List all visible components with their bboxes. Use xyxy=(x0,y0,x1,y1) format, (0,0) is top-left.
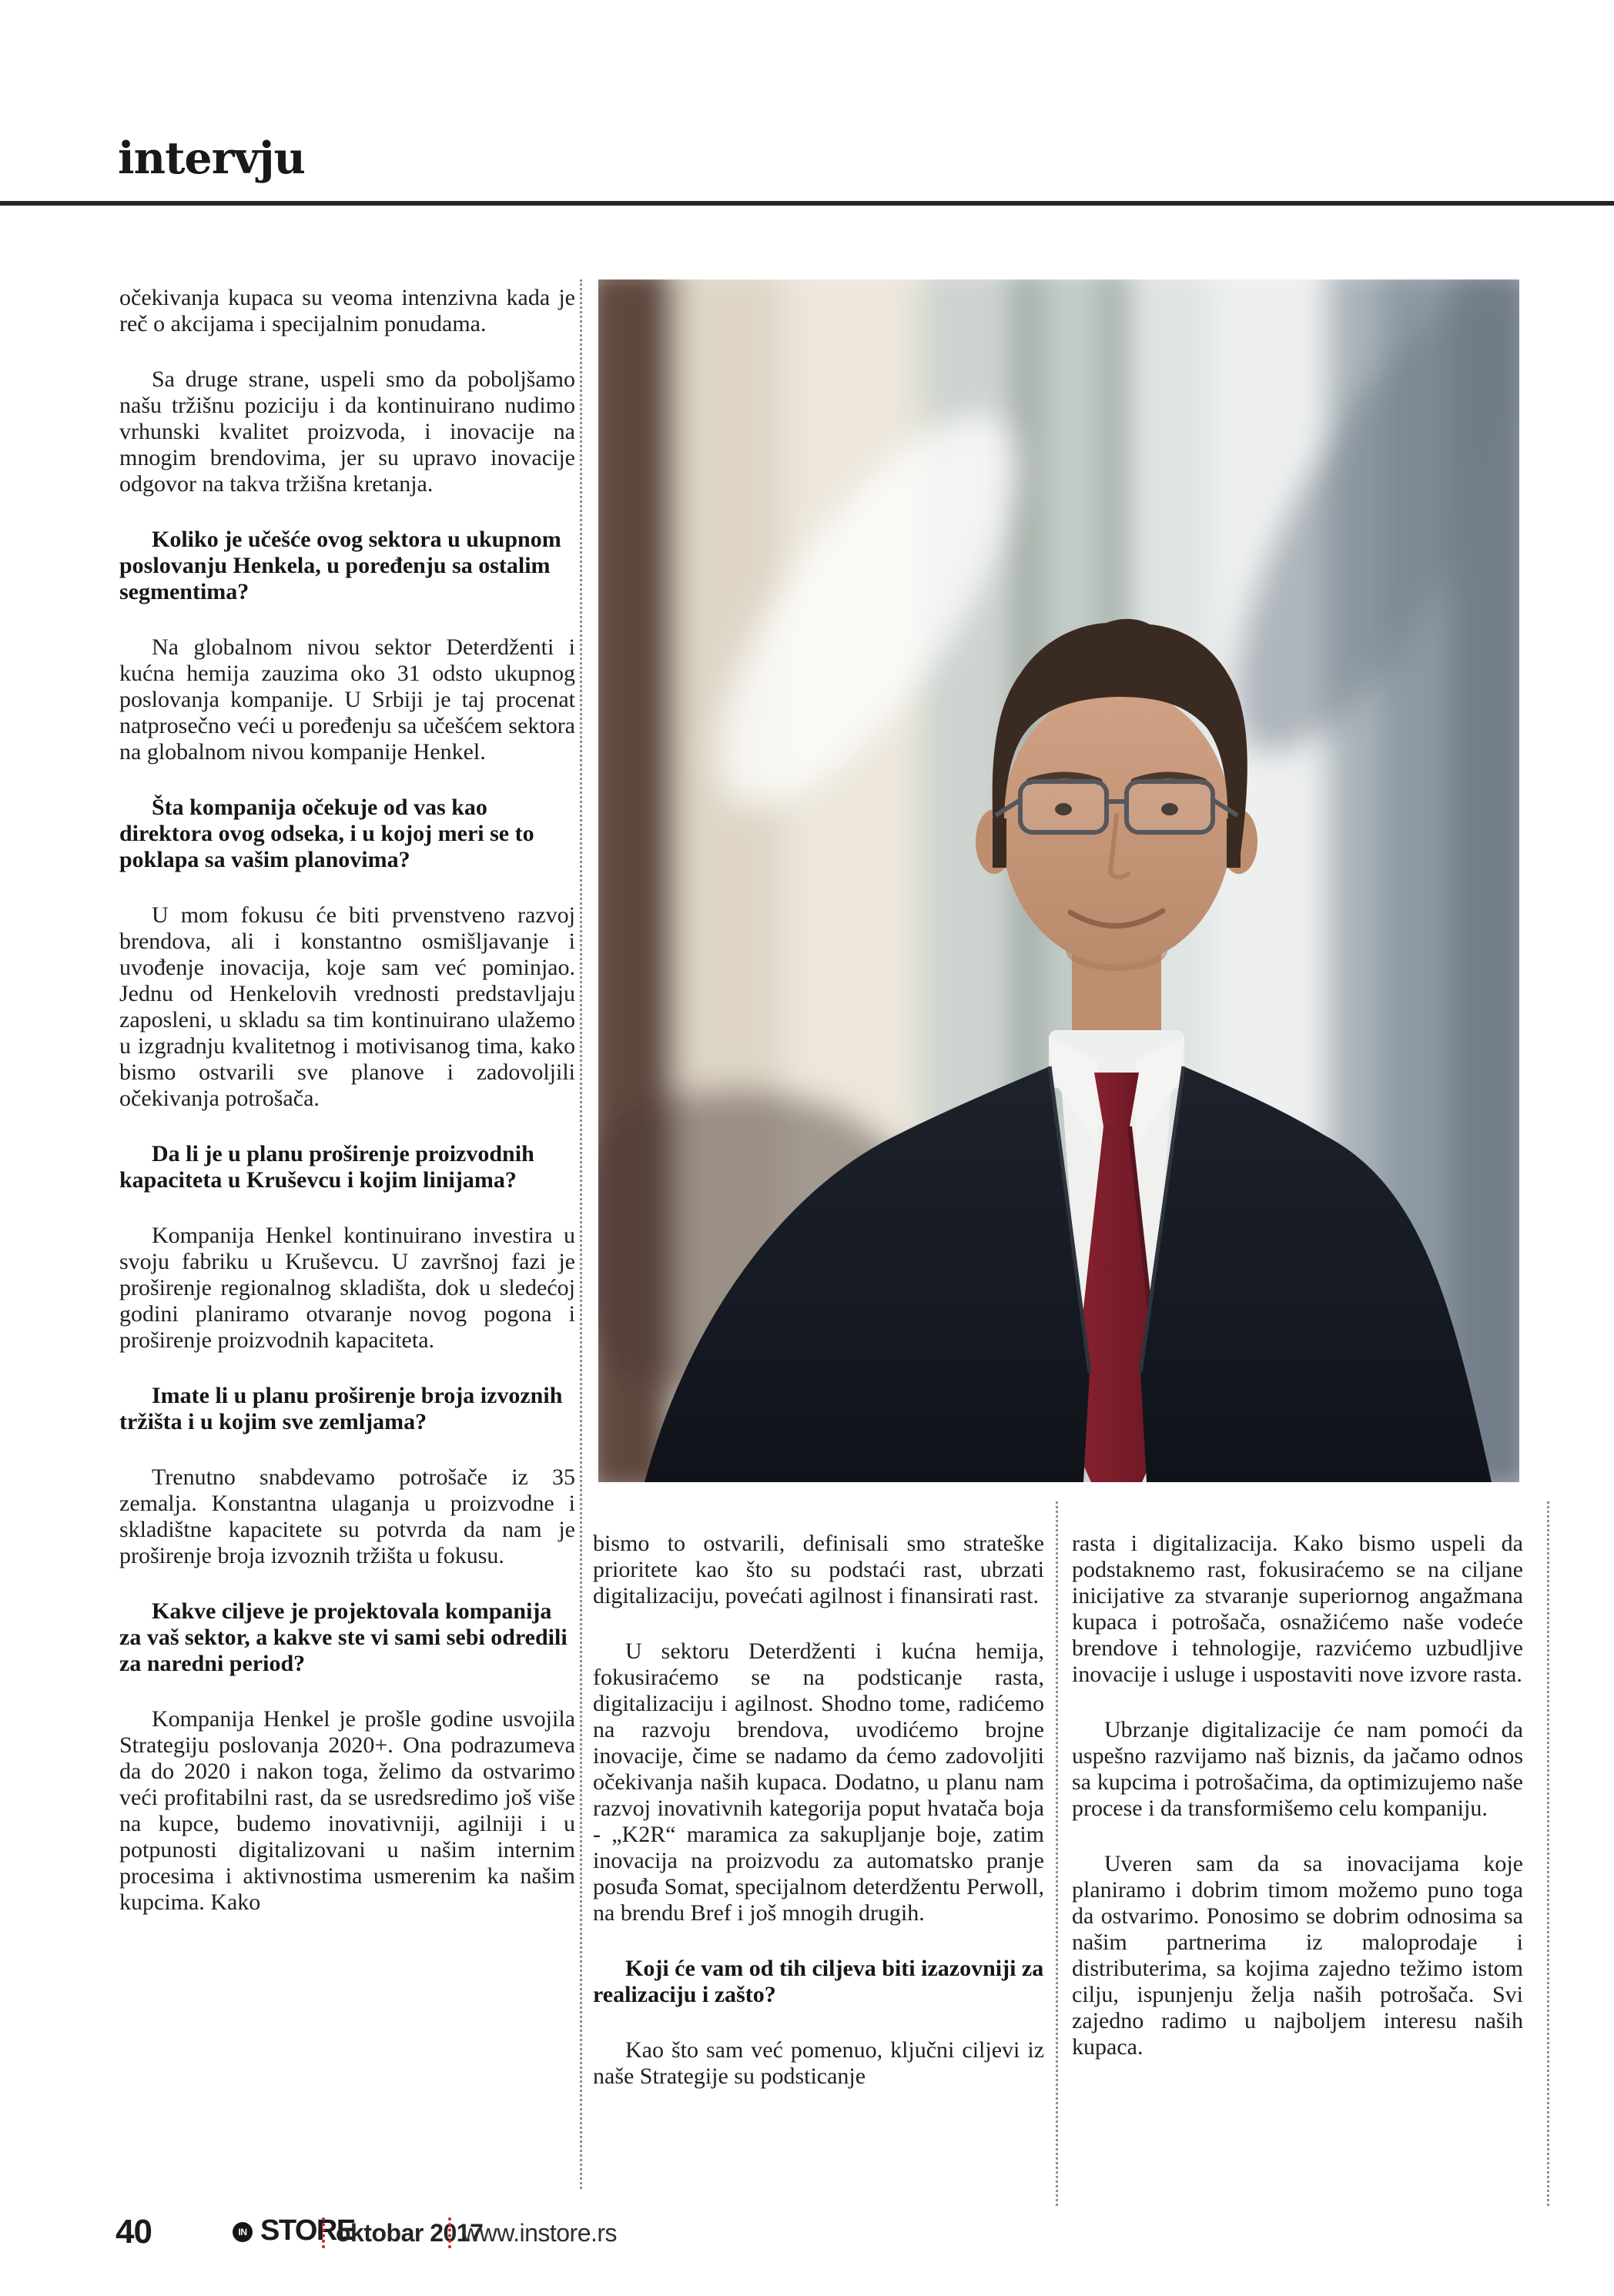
page-title: intervju xyxy=(118,132,305,184)
instore-logo-icon xyxy=(233,2222,253,2242)
brand-store-label: STORE xyxy=(260,2214,355,2247)
interview-answer: Kao što sam već pomenuo, ključni ciljevi iz naše Strategije su podsticanje xyxy=(593,2037,1044,2089)
interview-answer: bismo to ostvarili, definisali smo strateške prioritete kao što su podstaći rast, ubrzati digitalizaciju, povećati agilnost i finansirati rast. xyxy=(593,1531,1044,1608)
footer-dotted-separator xyxy=(448,2217,451,2248)
instore-logo-text: IN xyxy=(238,2227,247,2237)
column-divider-left xyxy=(580,279,582,2189)
interview-answer: Trenutno snabdevamo potrošače iz 35 zemalja. Konstantna ulaganja u proizvodne i skladištne kapacitete su potvrda da nam je proširenje broja izvoznih tržišta u fokusu. xyxy=(119,1464,575,1568)
interview-question: Koji će vam od tih ciljeva biti izazovniji za realizaciju i zašto? xyxy=(593,1956,1044,2007)
article-column-right xyxy=(1072,1531,1523,2239)
article-column-left xyxy=(119,285,575,2194)
interview-answer: Uveren sam da sa inovacijama koje planiramo i dobrim timom možemo puno toga da ostvarimo. Ponosimo se dobrim odnosima sa našim partnerima iz maloprodaje i distributerima, sa kojima zajedno težimo istom cilju, ispunjenju želja naših potrošača. Svi zajedno radimo u najboljem interesu naših kupaca. xyxy=(1072,1851,1523,2060)
interview-answer: Ubrzanje digitalizacije će nam pomoći da uspešno razvijamo naš biznis, da jačamo odnos sa kupcima i potrošačima, da optimizujemo naše procese i da transformišemo celu kompaniju. xyxy=(1072,1717,1523,1821)
interview-question: Koliko je učešće ovog sektora u ukupnom poslovanju Henkela, u poređenju sa ostalim segmentima? xyxy=(119,527,561,604)
portrait-photo-graphic xyxy=(598,279,1519,1482)
page-margin-divider xyxy=(1547,1501,1549,2206)
interview-question: Da li je u planu proširenje proizvodnih kapaciteta u Kruševcu i kojim linijama? xyxy=(119,1141,534,1193)
interview-answer: Kompanija Henkel je prošle godine usvojila Strategiju poslovanja 2020+. Ona podrazumeva da do 2020 i nakon toga, želimo da ostvarimo veći profitabilni rast, da se usredsredimo još više na kupce, budemo inovativniji, agilniji i u potpunosti digitalizovani u našim internim procesima i aktivnostima usmerenim ka našim kupcima. Kako xyxy=(119,1706,575,1915)
interview-answer: U mom fokusu će biti prvenstveno razvoj brendova, ali i konstantno osmišljavanje i uvođenje inovacija, koje sam već pominjao. Jednu od Henkelovih vrednosti predstavljaju zaposleni, u skladu sa tim kontinuirano ulažemo u izgradnju kvalitetnog i motivisanog tima, kako bismo ostvarili sve planove i zadovoljili očekivanja potrošača. xyxy=(119,902,575,1111)
footer-website: www.instore.rs xyxy=(462,2219,618,2247)
interview-answer: U sektoru Deterdženti i kućna hemija, fokusiraćemo se na podsticanje rasta, digitalizaciju i agilnost. Shodno tome, radićemo na razvoju brendova, uvodićemo brojne inovacije, čime se nadamo da ćemo zadovoljiti očekivanja naših kupaca. Dodatno, u planu nam razvoj inovativnih kategorija poput hvatača boja - „K2R“ maramica za sakupljanje boje, zatim inovacija na proizvodu za automatsko pranje posuđa Somat, specijalnom deterdžentu Perwoll, na brendu Bref i još mnogih drugih. xyxy=(593,1638,1044,1926)
interview-question: Imate li u planu proširenje broja izvoznih tržišta i u kojim sve zemljama? xyxy=(119,1383,563,1434)
interview-answer: Na globalnom nivou sektor Deterdženti i kućna hemija zauzima oko 31 odsto ukupnog poslovanja kompanije. U Srbiji je taj procenat natprosečno veći u poređenju sa učešćem sektora na globalnom nivou kompanije Henkel. xyxy=(119,634,575,765)
column-divider-middle xyxy=(1056,1501,1058,2206)
interview-answer: Kompanija Henkel kontinuirano investira u svoju fabriku u Kruševcu. U završnoj fazi je proširenje regionalnog skladišta, dok u sledećoj godini planiramo otvaranje novog pogona i proširenje proizvodnih kapaciteta. xyxy=(119,1223,575,1353)
interview-answer: rasta i digitalizacija. Kako bismo uspeli da podstaknemo rast, fokusiraćemo se na ciljane inicijative za stvaranje superiornog angažmana kupaca i potrošača, osnažićemo naše vodeće brendove i tehnologije, razvićemo uzbudljive inovacije i usluge i uspostaviti nove izvore rasta. xyxy=(1072,1531,1523,1687)
article-paragraph: očekivanja kupaca su veoma intenzivna kada je reč o akcijama i specijalnim ponudama. xyxy=(119,285,575,336)
footer-dotted-separator xyxy=(322,2217,325,2248)
header-rule xyxy=(0,201,1614,206)
article-column-middle xyxy=(593,1531,1044,2224)
interview-question: Kakve ciljeve je projektovala kompanija za vaš sektor, a kakve ste vi sami sebi odredili za naredni period? xyxy=(119,1598,568,1676)
article-paragraph: Sa druge strane, uspeli smo da poboljšamo našu tržišnu poziciju i da kontinuirano nudimo vrhunski kvalitet proizvoda, i inovacije na mnogim brendovima, jer su upravo inovacije odgovor na takva tržišna kretanja. xyxy=(119,366,575,497)
portrait-photo xyxy=(598,279,1519,1482)
page-number: 40 xyxy=(116,2213,152,2251)
interview-question: Šta kompanija očekuje od vas kao direktora ovog odseka, i u kojoj meri se to poklapa sa vašim planovima? xyxy=(119,795,534,872)
footer-issue-date: oktobar 2017 xyxy=(336,2219,484,2247)
